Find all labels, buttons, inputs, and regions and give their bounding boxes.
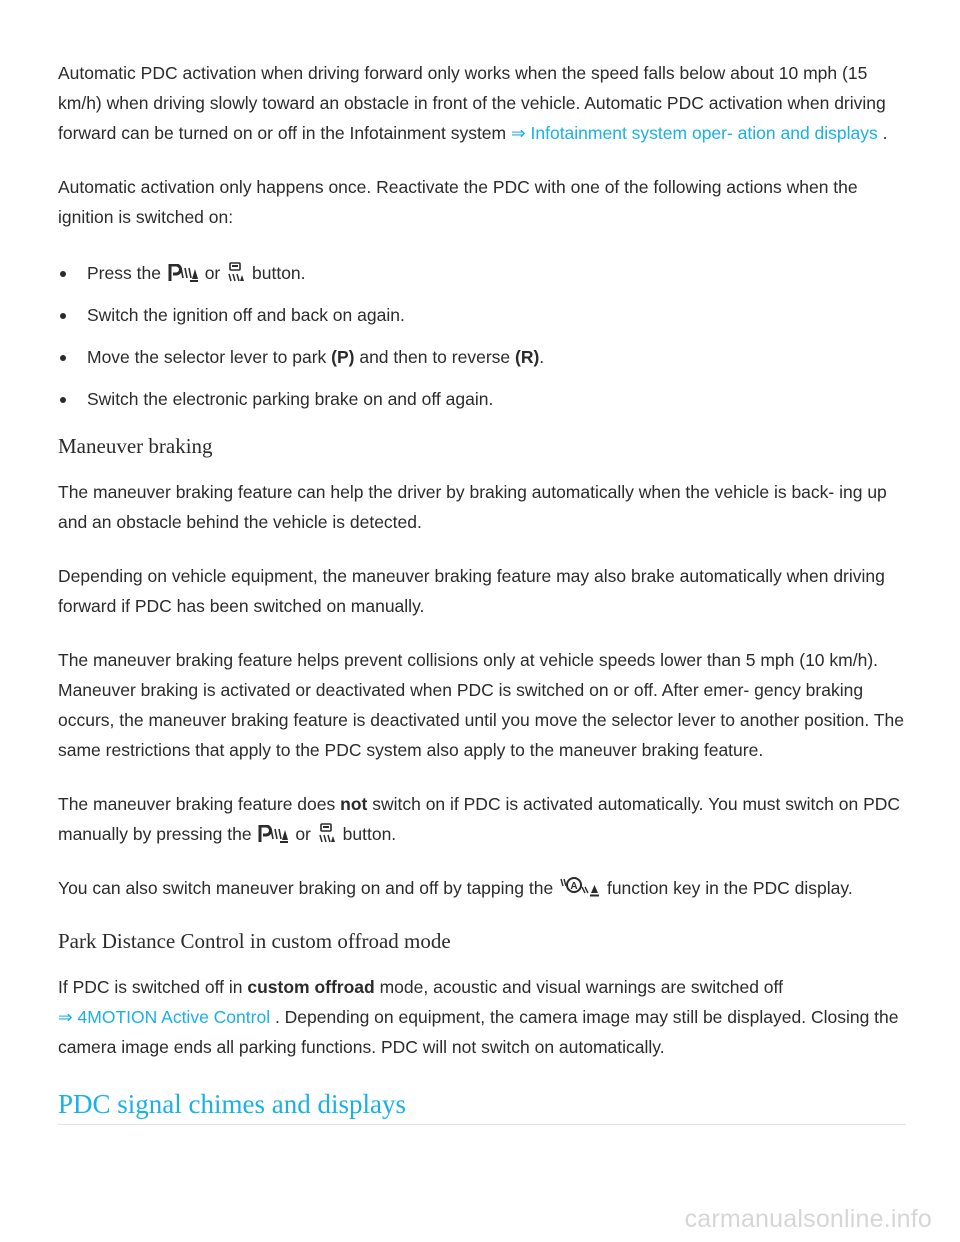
reactivation-list [58, 258, 908, 414]
list-item: Switch the ignition off and back on again. [58, 300, 908, 330]
list-item: Press the or button. [58, 258, 908, 288]
intro-paragraph-1: Automatic PDC activation when driving forward only works when the speed falls below about 10 mph (15 km/h) when driving slowly toward an obstacle in front of the vehicle. Automatic PDC activation when driving forward can be turned on or off in the Infotainment system ⇒ Infotainment system oper- ation and displays . [58, 63, 888, 143]
list-item: Switch the electronic parking brake on and off again. [58, 384, 908, 414]
maneuver-paragraph-3: The maneuver braking feature helps prevent collisions only at vehicle speeds lower than 5 mph (10 km/h). Maneuver braking is activated or deactivated when PDC is switched on or off. After emer- gency braking occurs, the maneuver braking feature is deactivated until you move the selector lever to another position. The same restrictions that apply to the PDC system also apply to the maneuver braking feature. [58, 650, 904, 760]
intro-paragraph-2: Automatic activation only happens once. Reactivate the PDC with one of the following actions when the ignition is switched on: [58, 177, 858, 227]
parking-sensor-button-icon [318, 823, 336, 843]
park-assist-button-icon [258, 825, 288, 843]
section-heading: PDC signal chimes and displays [58, 1089, 406, 1119]
4motion-link[interactable]: ⇒ 4MOTION Active Control [58, 1007, 271, 1027]
infotainment-link[interactable]: ⇒ Infotainment system oper- ation and displays [510, 123, 878, 143]
list-item: Move the selector lever to park (P) and then to reverse (R). [58, 342, 908, 372]
maneuver-paragraph-4: The maneuver braking feature does not switch on if PDC is activated automatically. You must switch on PDC manually by pressing the or button. [58, 794, 901, 844]
parking-sensor-button-icon [227, 262, 245, 282]
svg-text:A: A [570, 881, 578, 892]
offroad-heading: Park Distance Control in custom offroad mode [58, 929, 451, 953]
page-content [58, 58, 908, 1125]
maneuver-braking-heading: Maneuver braking [58, 434, 213, 458]
offroad-paragraph: If PDC is switched off in custom offroad mode, acoustic and visual warnings are switched off ⇒ 4MOTION Active Control . Depending on equipment, the camera image may still be displayed. Closing the camera image ends all parking functions. PDC will not switch on automatically. [58, 977, 899, 1057]
maneuver-paragraph-5: You can also switch maneuver braking on and off by tapping the A function key in the PDC display. [58, 878, 853, 898]
park-assist-button-icon [168, 264, 198, 282]
maneuver-paragraph-2: Depending on vehicle equipment, the maneuver braking feature may also brake automatically when driving forward if PDC has been switched on manually. [58, 566, 885, 616]
maneuver-paragraph-1: The maneuver braking feature can help the driver by braking automatically when the vehicle is back- ing up and an obstacle behind the vehicle is detected. [58, 482, 887, 532]
section-divider [58, 1124, 906, 1125]
maneuver-braking-function-key-icon [560, 877, 600, 897]
watermark: carmanualsonline.info [684, 1205, 932, 1233]
